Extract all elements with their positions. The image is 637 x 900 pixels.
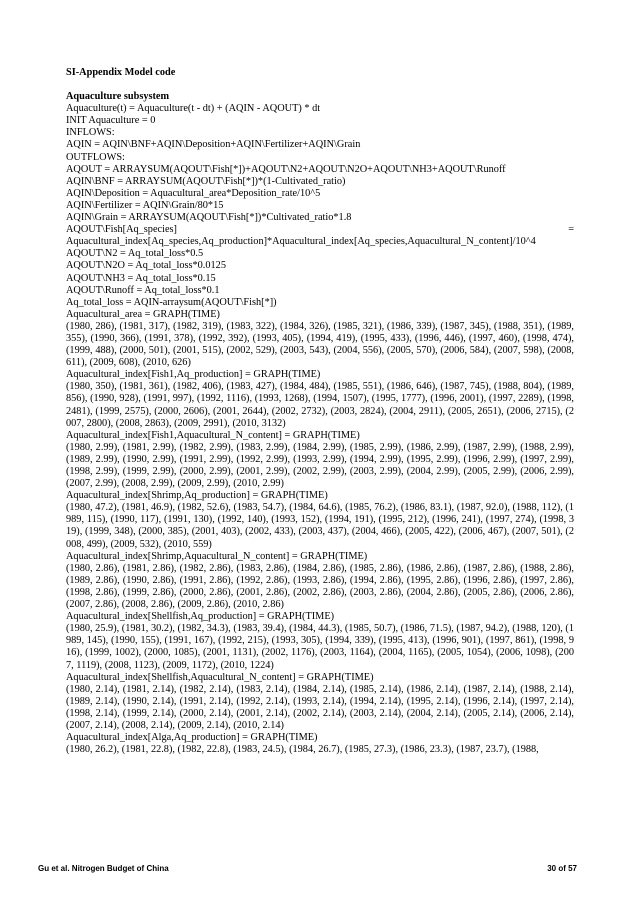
fish-equation-sign: = [568, 224, 574, 236]
code-line: OUTFLOWS: [66, 151, 125, 163]
spacer [66, 79, 574, 91]
page-content [66, 67, 574, 756]
graph-data: (1980, 2.86), (1981, 2.86), (1982, 2.86), (1983, 2.86), (1984, 2.86), (1985, 2.86), (1986, 2.86), (1987, 2.86), (1988, 2.86), (1989, 2.86), (1990, 2.86), (1991, 2.86), (1992, 2.86), (1993, 2.86), (1994, 2.86), (1995, 2.86), (1996, 2.86), (1997, 2.86), (1998, 2.86), (1999, 2.86), (2000, 2.86), (2001, 2.86), (2002, 2.86), (2003, 2.86), (2004, 2.86), (2005, 2.86), (2006, 2.86), (2007, 2.86), (2008, 2.86), (2009, 2.86), (2010, 2.86) [66, 562, 574, 611]
code-line: AQIN\Fertilizer = AQIN\Grain/80*15 [66, 199, 224, 211]
graph-data: (1980, 286), (1981, 317), (1982, 319), (1983, 322), (1984, 326), (1985, 321), (1986, 339), (1987, 345), (1988, 351), (1989, 355), (1990, 366), (1991, 378), (1992, 392), (1993, 405), (1994, 419), (1995, 433), (1996, 446), (1997, 460), (1998, 474), (1999, 488), (2000, 501), (2001, 515), (2002, 529), (2003, 543), (2004, 556), (2005, 570), (2006, 584), (2007, 598), (2008, 611), (2009, 608), (2010, 626) [66, 320, 574, 369]
code-line: AQOUT = ARRAYSUM(AQOUT\Fish[*])+AQOUT\N2+AQOUT\N2O+AQOUT\NH3+AQOUT\Runoff [66, 163, 506, 175]
graph-header: Aquacultural_index[Fish1,Aquacultural_N_content] = GRAPH(TIME) [66, 429, 360, 441]
code-line: INFLOWS: [66, 127, 115, 139]
code-line: Aq_total_loss = AQIN-arraysum(AQOUT\Fish[*]) [66, 296, 277, 308]
fish-equation-lhs-line [66, 224, 574, 236]
code-line: AQIN\Deposition = Aquacultural_area*Deposition_rate/10^5 [66, 187, 321, 199]
code-line: Aquaculture(t) = Aquaculture(t - dt) + (AQIN - AQOUT) * dt [66, 103, 321, 115]
code-line: AQIN = AQIN\BNF+AQIN\Deposition+AQIN\Fertilizer+AQIN\Grain [66, 139, 361, 151]
graph-header: Aquacultural_area = GRAPH(TIME) [66, 308, 220, 320]
graph-header: Aquacultural_index[Shrimp,Aq_production] = GRAPH(TIME) [66, 490, 328, 502]
graph-data: (1980, 25.9), (1981, 30.2), (1982, 34.3), (1983, 39.4), (1984, 44.3), (1985, 50.7), (1986, 71.5), (1987, 94.2), (1988, 120), (1989, 145), (1990, 155), (1991, 167), (1992, 215), (1993, 305), (1994, 339), (1995, 413), (1996, 901), (1997, 861), (1998, 916), (1999, 1002), (2000, 1085), (2001, 1131), (2002, 1176), (2003, 1164), (2004, 1165), (2005, 1054), (2006, 1098), (2007, 1119), (2008, 1123), (2009, 1172), (2010, 1224) [66, 623, 574, 671]
code-line: AQOUT\N2O = Aq_total_loss*0.0125 [66, 260, 226, 272]
graph-data: (1980, 47.2), (1981, 46.9), (1982, 52.6), (1983, 54.7), (1984, 64.6), (1985, 76.2), (1986, 83.1), (1987, 92.0), (1988, 112), (1989, 115), (1990, 117), (1991, 130), (1992, 140), (1993, 152), (1994, 191), (1995, 212), (1996, 241), (1997, 274), (1998, 319), (1999, 348), (2000, 385), (2001, 403), (2002, 433), (2003, 437), (2004, 466), (2005, 422), (2006, 467), (2007, 501), (2008, 499), (2009, 532), (2010, 559) [66, 502, 574, 550]
graph-header: Aquacultural_index[Shellfish,Aquacultural_N_content] = GRAPH(TIME) [66, 671, 374, 683]
footer-running-title: Gu et al. Nitrogen Budget of China [38, 864, 169, 873]
section-title: Aquaculture subsystem [66, 91, 170, 103]
graph-data: (1980, 350), (1981, 361), (1982, 406), (1983, 427), (1984, 484), (1985, 551), (1986, 646), (1987, 745), (1988, 804), (1989, 856), (1990, 928), (1991, 997), (1992, 1116), (1993, 1268), (1994, 1507), (1995, 1777), (1996, 2001), (1997, 2289), (1998, 2481), (1999, 2575), (2000, 2606), (2001, 2644), (2002, 2732), (2003, 2824), (2004, 2911), (2005, 2651), (2006, 2715), (2007, 2800), (2008, 2863), (2009, 2991), (2010, 3132) [66, 381, 574, 429]
code-line: INIT Aquaculture = 0 [66, 115, 156, 127]
page-number: 30 of 57 [547, 864, 577, 873]
code-line: AQIN\BNF = ARRAYSUM(AQOUT\Fish[*])*(1-Cultivated_ratio) [66, 175, 346, 187]
code-line: AQIN\Grain = ARRAYSUM(AQOUT\Fish[*])*Cultivated_ratio*1.8 [66, 212, 352, 224]
graph-header: Aquacultural_index[Alga,Aq_production] = GRAPH(TIME) [66, 732, 318, 744]
appendix-title: SI-Appendix Model code [66, 67, 176, 78]
graph-header: Aquacultural_index[Shrimp,Aquacultural_N_content] = GRAPH(TIME) [66, 550, 368, 562]
graph-header: Aquacultural_index[Fish1,Aq_production] = GRAPH(TIME) [66, 369, 321, 381]
graph-data: (1980, 26.2), (1981, 22.8), (1982, 22.8), (1983, 24.5), (1984, 26.7), (1985, 27.3), (1986, 23.3), (1987, 23.7), (1988, [66, 744, 539, 756]
code-line: AQOUT\Runoff = Aq_total_loss*0.1 [66, 284, 220, 296]
code-line: AQOUT\N2 = Aq_total_loss*0.5 [66, 248, 204, 260]
code-line: AQOUT\NH3 = Aq_total_loss*0.15 [66, 272, 216, 284]
graph-data: (1980, 2.14), (1981, 2.14), (1982, 2.14), (1983, 2.14), (1984, 2.14), (1985, 2.14), (1986, 2.14), (1987, 2.14), (1988, 2.14), (1989, 2.14), (1990, 2.14), (1991, 2.14), (1992, 2.14), (1993, 2.14), (1994, 2.14), (1995, 2.14), (1996, 2.14), (1997, 2.14), (1998, 2.14), (1999, 2.14), (2000, 2.14), (2001, 2.14), (2002, 2.14), (2003, 2.14), (2004, 2.14), (2005, 2.14), (2006, 2.14), (2007, 2.14), (2008, 2.14), (2009, 2.14), (2010, 2.14) [66, 683, 574, 731]
fish-equation-lhs: AQOUT\Fish[Aq_species] [66, 224, 177, 236]
fish-equation-rhs: Aquacultural_index[Aq_species,Aq_production]*Aquacultural_index[Aq_species,Aquacultural_N_content]/10^4 [66, 236, 536, 248]
graph-data: (1980, 2.99), (1981, 2.99), (1982, 2.99), (1983, 2.99), (1984, 2.99), (1985, 2.99), (1986, 2.99), (1987, 2.99), (1988, 2.99), (1989, 2.99), (1990, 2.99), (1991, 2.99), (1992, 2.99), (1993, 2.99), (1994, 2.99), (1995, 2.99), (1996, 2.99), (1997, 2.99), (1998, 2.99), (1999, 2.99), (2000, 2.99), (2001, 2.99), (2002, 2.99), (2003, 2.99), (2004, 2.99), (2005, 2.99), (2006, 2.99), (2007, 2.99), (2008, 2.99), (2009, 2.99), (2010, 2.99) [66, 441, 574, 490]
graph-header: Aquacultural_index[Shellfish,Aq_production] = GRAPH(TIME) [66, 611, 335, 623]
